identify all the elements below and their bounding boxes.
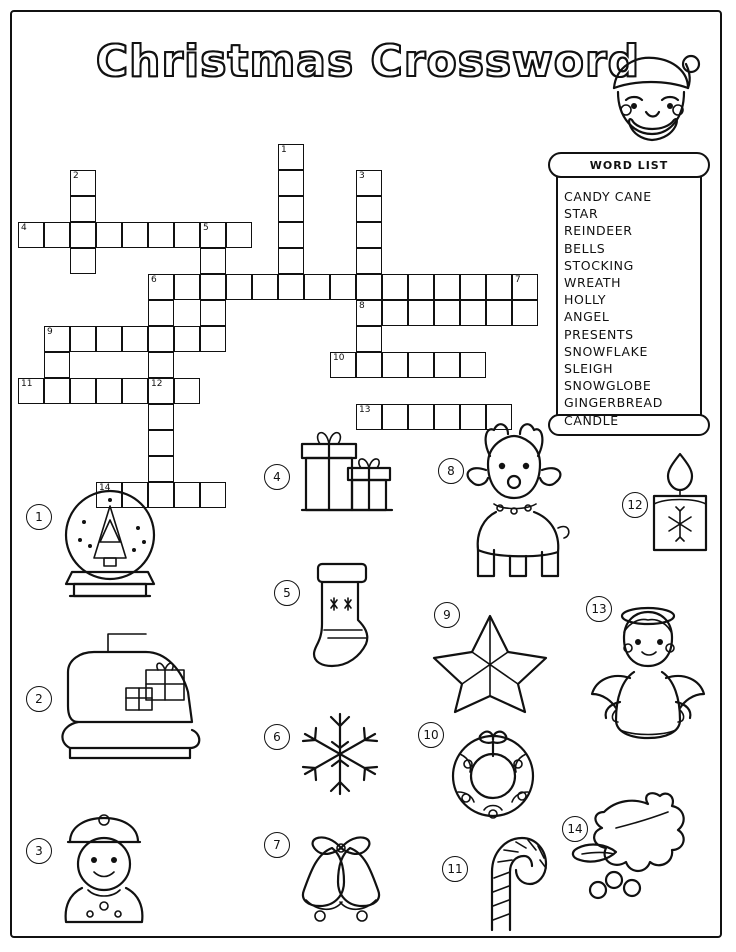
clue-image-sleigh bbox=[50, 630, 220, 770]
clue-badge-10: 10 bbox=[418, 722, 444, 748]
clue-badge-11: 11 bbox=[442, 856, 468, 882]
crossword-cell[interactable] bbox=[512, 300, 538, 326]
crossword-cell[interactable] bbox=[174, 274, 200, 300]
crossword-cell-number: 9 bbox=[47, 327, 53, 337]
crossword-cell-number: 8 bbox=[359, 301, 365, 311]
crossword-cell[interactable] bbox=[460, 274, 486, 300]
crossword-cell-number: 7 bbox=[515, 275, 521, 285]
crossword-cell[interactable] bbox=[226, 274, 252, 300]
crossword-cell[interactable] bbox=[44, 352, 70, 378]
crossword-cell[interactable] bbox=[148, 456, 174, 482]
crossword-cell[interactable] bbox=[434, 300, 460, 326]
crossword-cell[interactable] bbox=[356, 196, 382, 222]
crossword-cell[interactable] bbox=[382, 300, 408, 326]
crossword-cell[interactable] bbox=[44, 326, 70, 352]
crossword-cell[interactable] bbox=[356, 274, 382, 300]
crossword-cell[interactable] bbox=[460, 352, 486, 378]
crossword-cell[interactable] bbox=[174, 482, 200, 508]
crossword-cell-number: 2 bbox=[73, 171, 79, 181]
crossword-cell[interactable] bbox=[512, 274, 538, 300]
crossword-cell[interactable] bbox=[148, 352, 174, 378]
crossword-cell[interactable] bbox=[434, 274, 460, 300]
crossword-cell-number: 11 bbox=[21, 379, 33, 389]
crossword-cell[interactable] bbox=[44, 378, 70, 404]
word-list-heading: WORD LIST bbox=[589, 158, 669, 172]
crossword-cell[interactable] bbox=[278, 248, 304, 274]
clue-image-stocking bbox=[300, 558, 386, 670]
clue-image-snowglobe bbox=[50, 480, 170, 610]
crossword-cell[interactable] bbox=[278, 274, 304, 300]
crossword-cell-number: 10 bbox=[333, 353, 345, 363]
crossword-cell[interactable] bbox=[148, 300, 174, 326]
word-list-item: STAR bbox=[564, 206, 599, 222]
clue-image-candle bbox=[640, 448, 720, 558]
crossword-cell[interactable] bbox=[122, 222, 148, 248]
word-list-item: WREATH bbox=[564, 275, 622, 291]
page-title: Christmas Crossword bbox=[95, 36, 641, 87]
clue-badge-14: 14 bbox=[562, 816, 588, 842]
clue-badge-7: 7 bbox=[264, 832, 290, 858]
clue-badge-9: 9 bbox=[434, 602, 460, 628]
crossword-cell[interactable] bbox=[148, 274, 174, 300]
crossword-cell[interactable] bbox=[408, 404, 434, 430]
crossword-cell[interactable] bbox=[200, 300, 226, 326]
clue-image-candycane bbox=[462, 824, 552, 934]
crossword-cell[interactable] bbox=[330, 352, 356, 378]
crossword-cell[interactable] bbox=[304, 274, 330, 300]
crossword-cell[interactable] bbox=[148, 430, 174, 456]
crossword-cell[interactable] bbox=[70, 378, 96, 404]
crossword-cell[interactable] bbox=[278, 222, 304, 248]
word-list-item: ANGEL bbox=[564, 309, 610, 325]
clue-badge-4: 4 bbox=[264, 464, 290, 490]
crossword-cell[interactable] bbox=[486, 300, 512, 326]
crossword-cell[interactable] bbox=[278, 196, 304, 222]
crossword-cell[interactable] bbox=[278, 170, 304, 196]
crossword-cell[interactable] bbox=[148, 326, 174, 352]
crossword-cell[interactable] bbox=[356, 248, 382, 274]
word-list-item: SLEIGH bbox=[564, 361, 614, 377]
crossword-cell-number: 12 bbox=[151, 379, 163, 389]
crossword-cell[interactable] bbox=[434, 352, 460, 378]
crossword-cell[interactable] bbox=[226, 222, 252, 248]
crossword-cell[interactable] bbox=[408, 300, 434, 326]
crossword-cell[interactable] bbox=[174, 222, 200, 248]
crossword-cell[interactable] bbox=[408, 352, 434, 378]
crossword-cell[interactable] bbox=[382, 352, 408, 378]
clue-badge-6: 6 bbox=[264, 724, 290, 750]
crossword-cell[interactable] bbox=[252, 274, 278, 300]
crossword-cell[interactable] bbox=[96, 378, 122, 404]
crossword-cell[interactable] bbox=[382, 274, 408, 300]
word-list-item: HOLLY bbox=[564, 292, 607, 308]
crossword-cell[interactable] bbox=[356, 300, 382, 326]
crossword-cell[interactable] bbox=[174, 326, 200, 352]
crossword-cell[interactable] bbox=[200, 248, 226, 274]
clue-image-reindeer bbox=[452, 418, 592, 588]
crossword-cell[interactable] bbox=[18, 222, 44, 248]
crossword-cell-number: 14 bbox=[99, 483, 111, 493]
crossword-cell[interactable] bbox=[460, 300, 486, 326]
crossword-cell-number: 3 bbox=[359, 171, 365, 181]
crossword-cell[interactable] bbox=[70, 326, 96, 352]
crossword-cell[interactable] bbox=[148, 222, 174, 248]
crossword-cell[interactable] bbox=[356, 326, 382, 352]
crossword-cell-number: 6 bbox=[151, 275, 157, 285]
clue-badge-1: 1 bbox=[26, 504, 52, 530]
clue-image-wreath bbox=[438, 714, 548, 824]
crossword-cell[interactable] bbox=[96, 326, 122, 352]
clue-badge-5: 5 bbox=[274, 580, 300, 606]
crossword-cell[interactable] bbox=[70, 170, 96, 196]
crossword-cell[interactable] bbox=[44, 222, 70, 248]
crossword-cell[interactable] bbox=[486, 274, 512, 300]
clue-badge-2: 2 bbox=[26, 686, 52, 712]
word-list-item: BELLS bbox=[564, 240, 606, 256]
clue-badge-12: 12 bbox=[622, 492, 648, 518]
clue-badge-13: 13 bbox=[586, 596, 612, 622]
crossword-cell-number: 4 bbox=[21, 223, 27, 233]
crossword-cell[interactable] bbox=[96, 222, 122, 248]
crossword-cell[interactable] bbox=[200, 274, 226, 300]
crossword-cell[interactable] bbox=[278, 144, 304, 170]
crossword-cell[interactable] bbox=[70, 248, 96, 274]
crossword-cell[interactable] bbox=[18, 378, 44, 404]
clue-image-bells bbox=[286, 824, 396, 934]
crossword-cell[interactable] bbox=[122, 378, 148, 404]
word-list-item: GINGERBREAD bbox=[564, 395, 663, 411]
clue-image-holly bbox=[556, 788, 696, 908]
crossword-cell[interactable] bbox=[148, 404, 174, 430]
crossword-cell[interactable] bbox=[408, 274, 434, 300]
crossword-cell[interactable] bbox=[200, 482, 226, 508]
crossword-cell[interactable] bbox=[70, 222, 96, 248]
crossword-cell[interactable] bbox=[356, 170, 382, 196]
crossword-cell[interactable] bbox=[200, 222, 226, 248]
clue-image-presents bbox=[288, 406, 404, 522]
crossword-cell[interactable] bbox=[356, 222, 382, 248]
crossword-cell[interactable] bbox=[330, 274, 356, 300]
clue-image-angel bbox=[586, 598, 716, 748]
crossword-cell-number: 13 bbox=[359, 405, 371, 415]
clue-badge-3: 3 bbox=[26, 838, 52, 864]
crossword-cell-number: 1 bbox=[281, 145, 287, 155]
crossword-cell[interactable] bbox=[148, 378, 174, 404]
crossword-cell-number: 5 bbox=[203, 223, 209, 233]
crossword-cell[interactable] bbox=[174, 378, 200, 404]
crossword-cell[interactable] bbox=[356, 352, 382, 378]
word-list-item: STOCKING bbox=[564, 257, 634, 273]
word-list-item: CANDLE bbox=[564, 412, 619, 428]
crossword-cell[interactable] bbox=[122, 326, 148, 352]
word-list-item: REINDEER bbox=[564, 223, 633, 239]
word-list-item: PRESENTS bbox=[564, 326, 634, 342]
word-list-item: SNOWGLOBE bbox=[564, 378, 652, 394]
word-list-item: CANDY CANE bbox=[564, 189, 652, 204]
clue-image-snowflake bbox=[292, 706, 388, 802]
crossword-cell[interactable] bbox=[200, 326, 226, 352]
word-list-item: SNOWFLAKE bbox=[564, 343, 648, 359]
clue-image-gingerbread bbox=[44, 806, 164, 932]
crossword-cell[interactable] bbox=[70, 196, 96, 222]
clue-badge-8: 8 bbox=[438, 458, 464, 484]
